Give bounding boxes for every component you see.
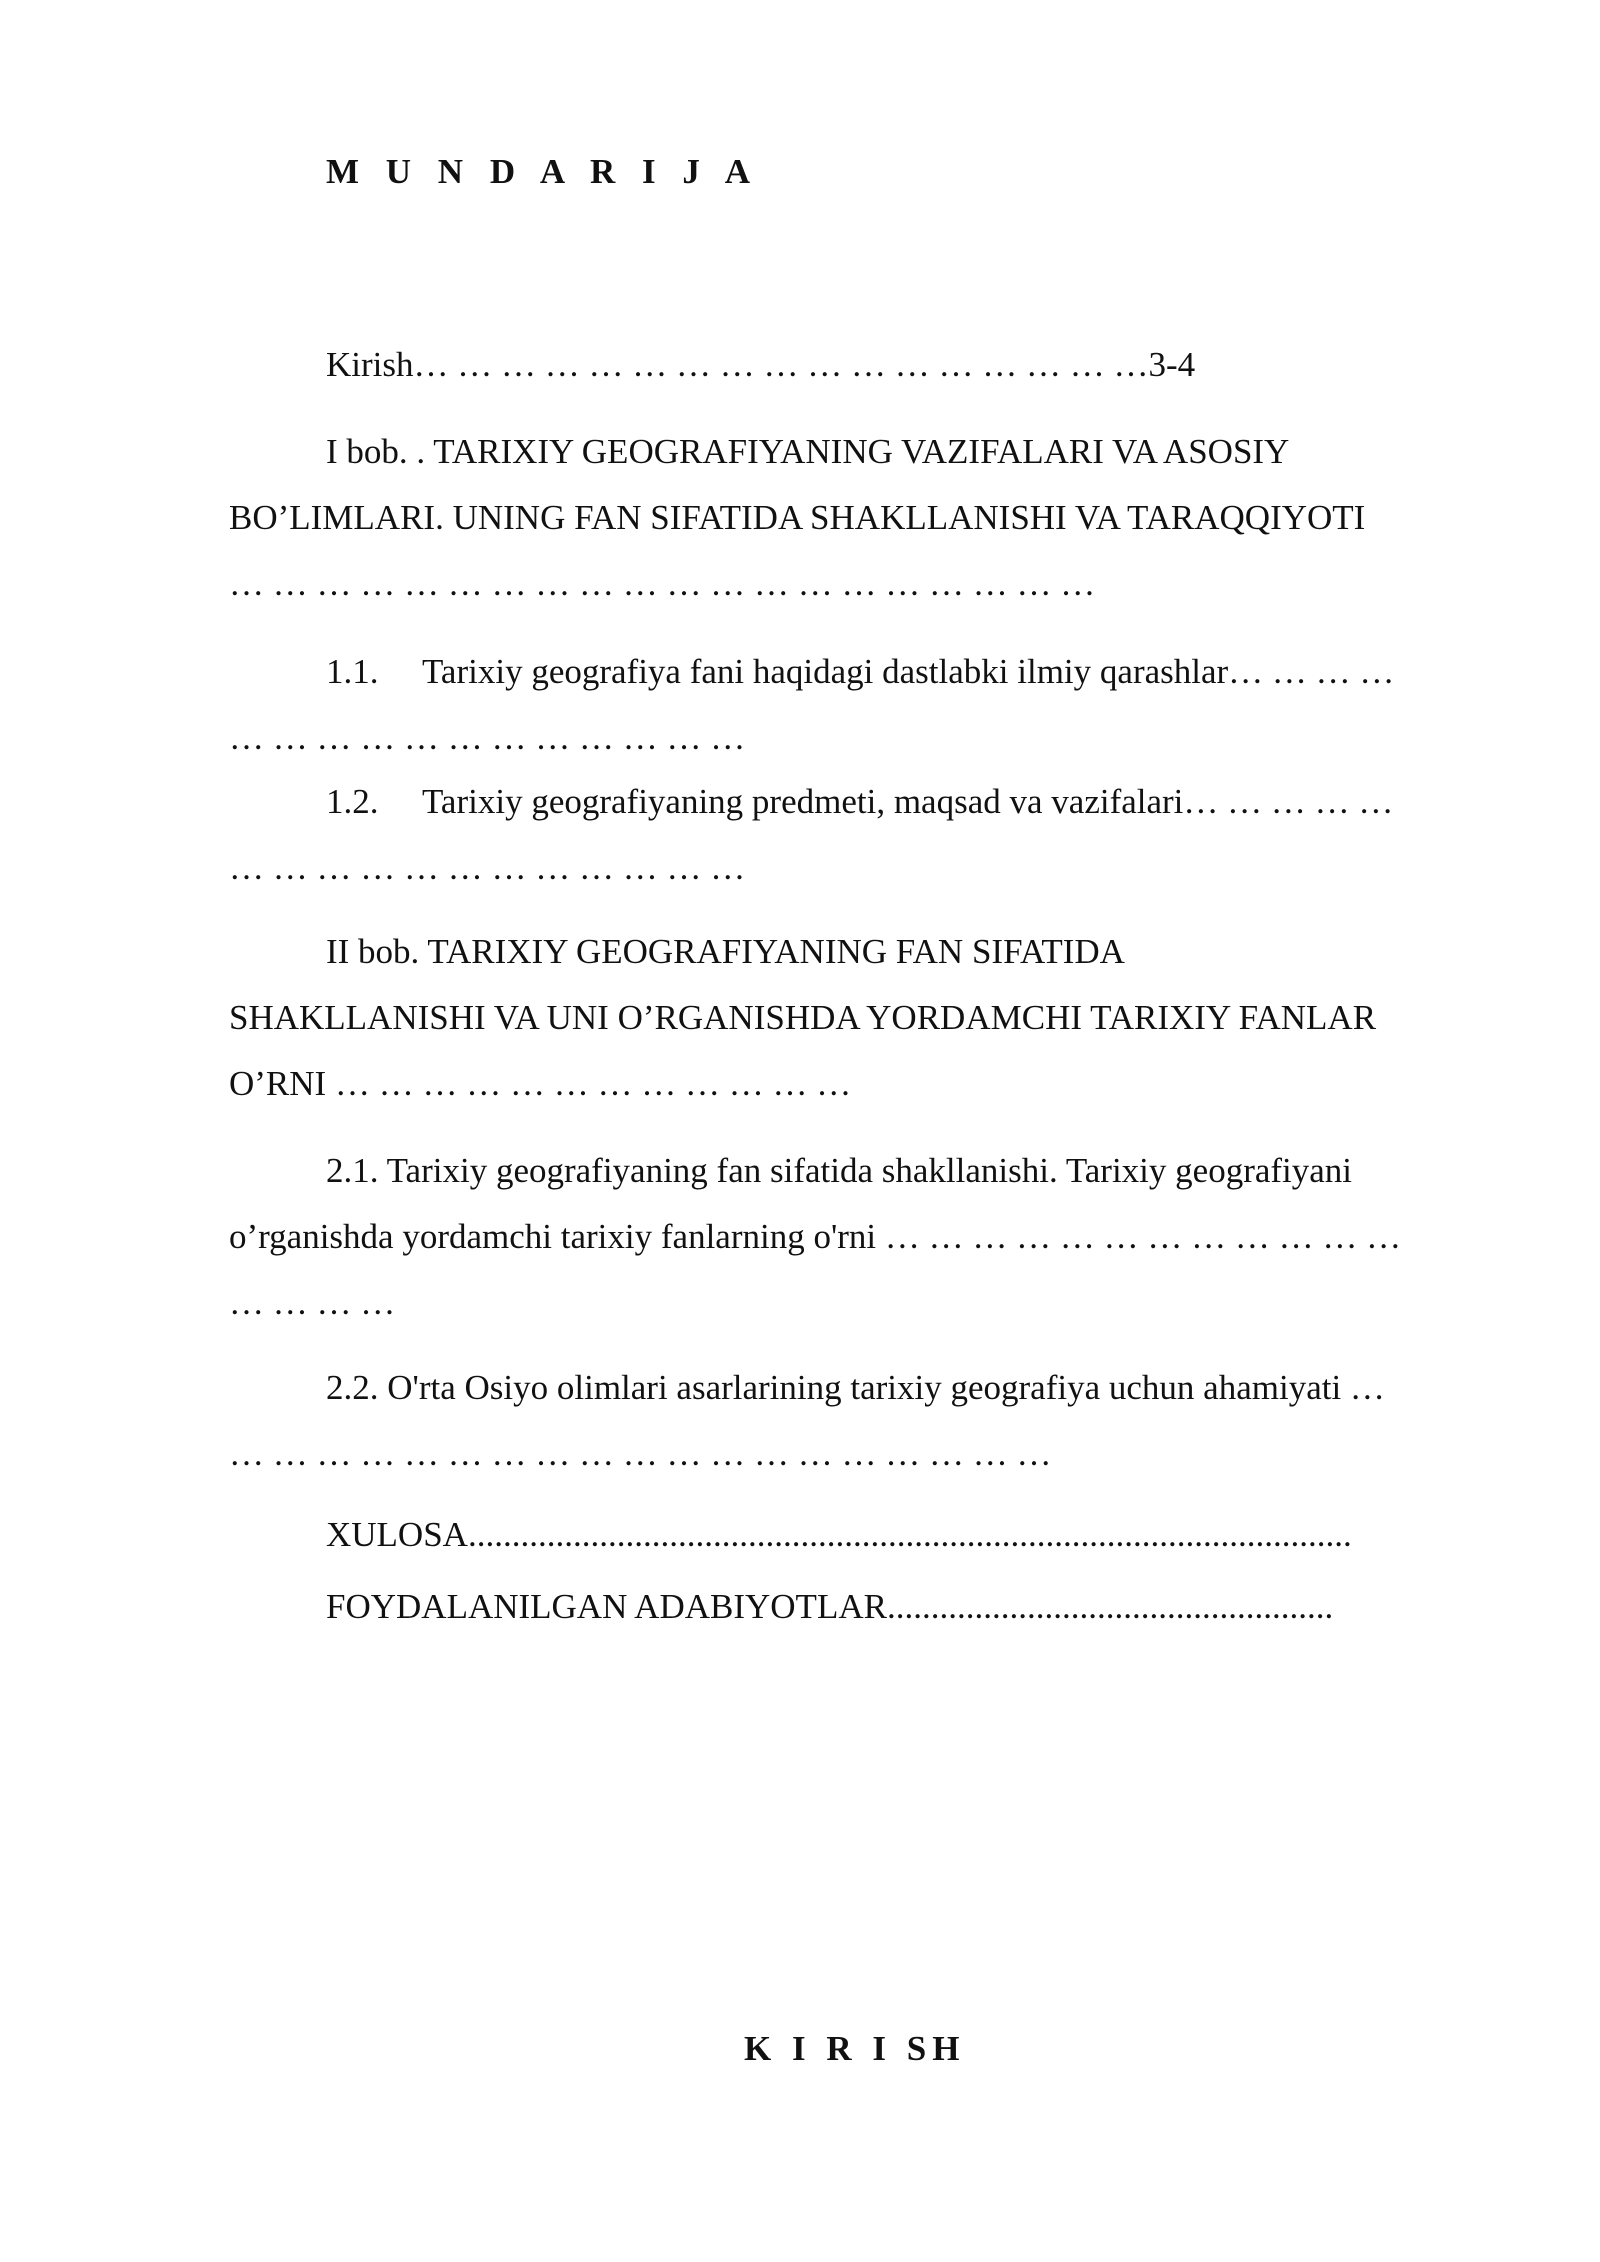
toc-section-1-2-leader: … … … … … … … … … … … … <box>229 848 746 887</box>
toc-chapter-1-line-2: BO’LIMLARI. UNING FAN SIFATIDA SHAKLLANISHI VA TARAQQIYOTI <box>229 498 1366 537</box>
toc-section-2-2-leader: … … … … … … … … … … … … … … … … … … … <box>229 1434 1052 1473</box>
toc-section-2-1-line-1: 2.1. Tarixiy geografiyaning fan sifatida shakllanishi. Tarixiy geografiyani <box>326 1151 1353 1190</box>
toc-chapter-2-line-1: II bob. TARIXIY GEOGRAFIYANING FAN SIFATIDA <box>326 932 1125 971</box>
toc-entry-introduction: Kirish… … … … … … … … … … … … … … … … …3-4 <box>326 345 1196 384</box>
toc-chapter-1-line-1: I bob. . TARIXIY GEOGRAFIYANING VAZIFALARI VA ASOSIY <box>326 432 1290 471</box>
section-title: Tarixiy geografiyaning predmeti, maqsad va vazifalari… … … … … <box>422 782 1394 821</box>
toc-section-2-1-line-2: o’rganishda yordamchi tarixiy fanlarning o'rni … … … … … … … … … … … … <box>229 1217 1402 1256</box>
toc-section-1-1-leader: … … … … … … … … … … … … <box>229 718 746 757</box>
toc-entry-references: FOYDALANILGAN ADABIYOTLAR................................................... <box>326 1587 1334 1626</box>
toc-section-2-1-leader: … … … … <box>229 1283 396 1322</box>
introduction-title: K I R I SH <box>744 2029 966 2068</box>
toc-section-1-2 <box>326 769 1393 835</box>
section-number: 1.1. <box>326 652 379 691</box>
toc-title: M U N D A R I J A <box>326 152 760 191</box>
toc-section-1-1 <box>326 639 1394 705</box>
toc-section-2-2-line-1: 2.2. O'rta Osiyo olimlari asarlarining tarixiy geografiya uchun ahamiyati … <box>326 1368 1385 1407</box>
toc-chapter-2-line-3: O’RNI … … … … … … … … … … … … <box>229 1064 852 1103</box>
toc-chapter-1-leader: … … … … … … … … … … … … … … … … … … … … <box>229 564 1096 603</box>
section-number: 1.2. <box>326 782 379 821</box>
section-title: Tarixiy geografiya fani haqidagi dastlabki ilmiy qarashlar… … … … <box>422 652 1395 691</box>
toc-chapter-2-line-2: SHAKLLANISHI VA UNI O’RGANISHDA YORDAMCHI TARIXIY FANLAR <box>229 998 1377 1037</box>
toc-entry-conclusion: XULOSA..................................................................................................... <box>326 1515 1352 1554</box>
